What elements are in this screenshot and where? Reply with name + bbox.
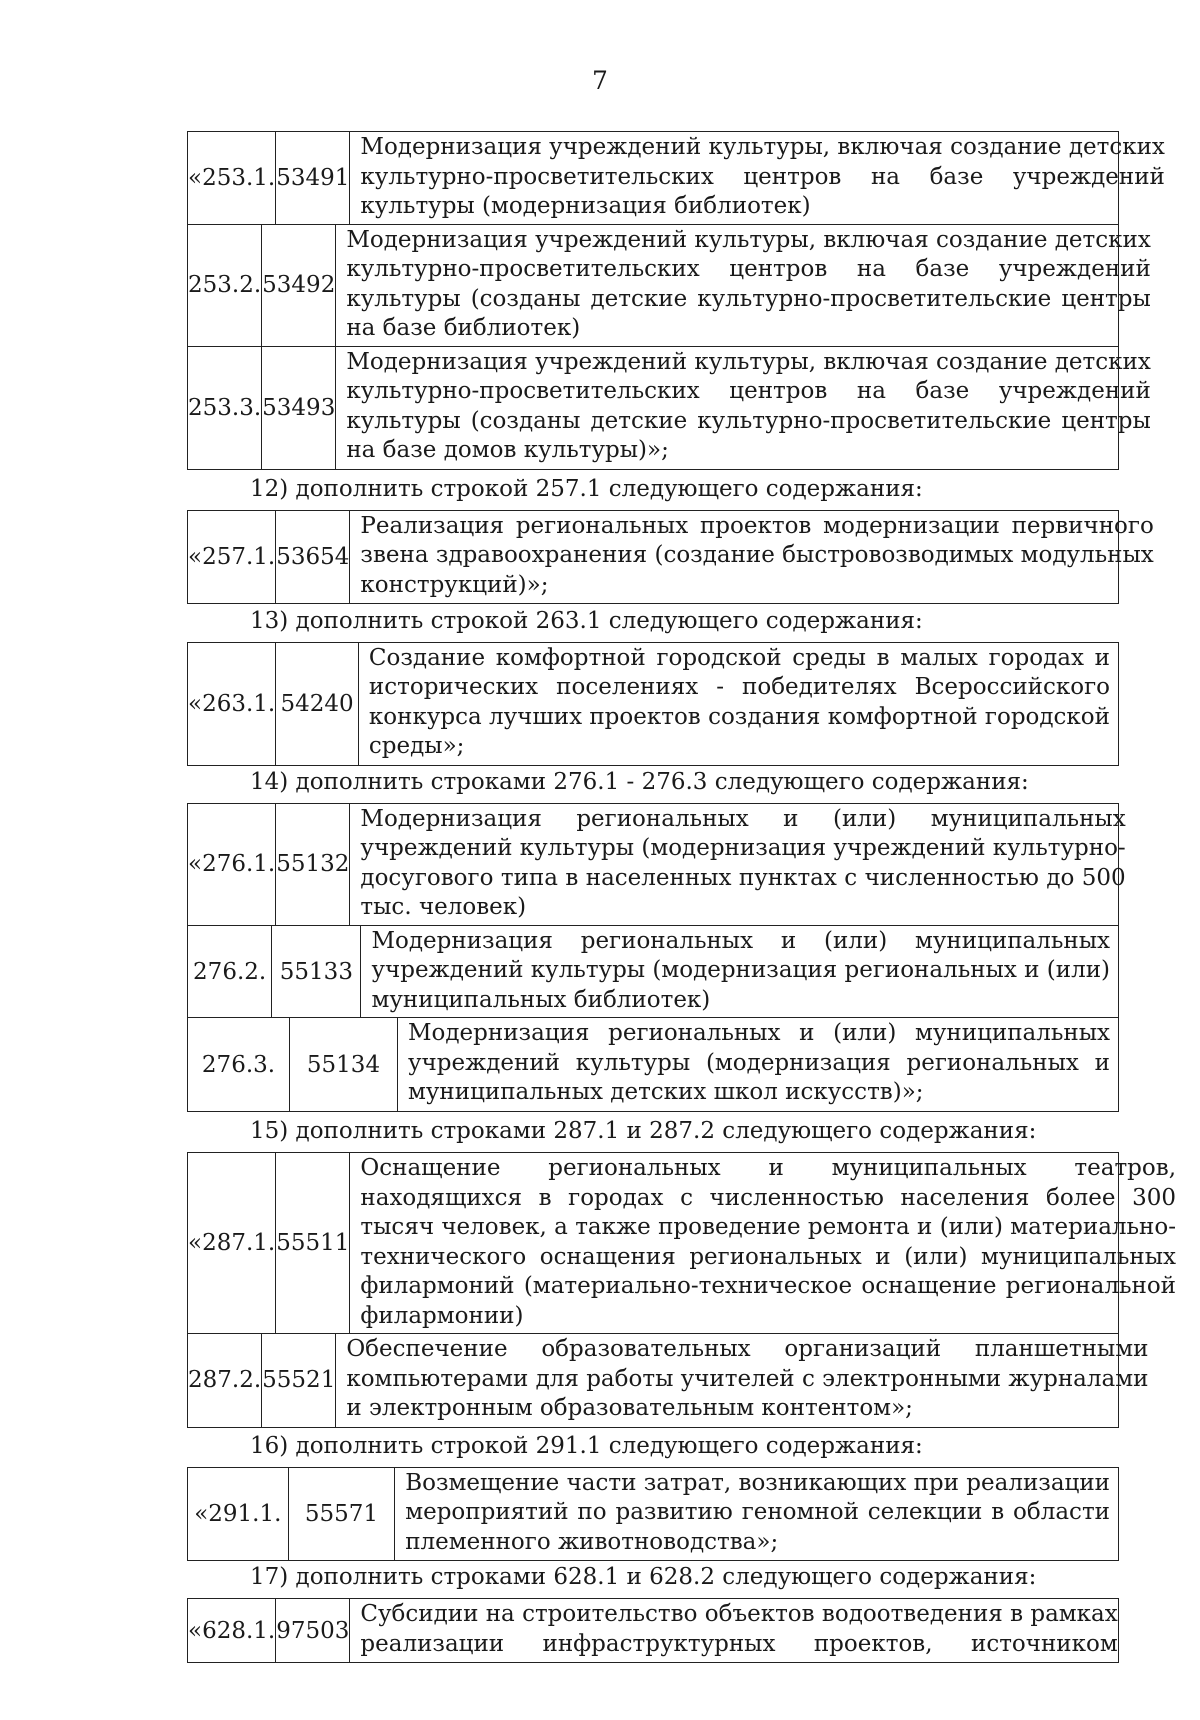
description-line: культуры (созданы детские культурно-просветительские центры <box>346 407 1151 434</box>
description-cell <box>398 1018 1118 1111</box>
description-line: культурно-просветительских центров на базе учреждений <box>346 256 1151 282</box>
row-number-cell: 253.2. <box>188 225 262 346</box>
row-number-cell: «291.1. <box>188 1468 289 1561</box>
description-line: тыс. человек) <box>360 894 527 921</box>
description-cell <box>336 1334 1156 1427</box>
table-row <box>188 347 1151 469</box>
description-cell <box>336 225 1158 346</box>
description-line: конкурса лучших проектов создания комфортной городской <box>368 703 1110 730</box>
amendment-table <box>187 1152 1177 1428</box>
row-number-cell: 253.3. <box>188 347 262 469</box>
description-cell <box>350 1153 1184 1333</box>
row-number-cell: 287.2. <box>188 1334 262 1427</box>
description-line: культуры (созданы детские культурно-просветительские центры <box>346 285 1151 312</box>
description-line: культурно-просветительских центров на базе учреждений <box>360 163 1165 190</box>
table-row <box>188 511 1154 604</box>
description-line: реализации инфраструктурных проектов, источником <box>360 1630 1118 1657</box>
description-line: и электронным образовательным контентом»; <box>346 1395 913 1422</box>
code-cell: 55511 <box>276 1153 350 1333</box>
description-line: технического оснащения региональных и (или) муниципальных <box>360 1243 1177 1270</box>
description-line: Модернизация региональных и (или) муниципальных <box>360 805 1126 832</box>
code-cell: 55521 <box>262 1334 336 1427</box>
table-row <box>188 1468 1118 1561</box>
code-cell: 55134 <box>290 1018 398 1111</box>
instruction-line: 15) дополнить строками 287.1 и 287.2 следующего содержания: <box>250 1118 1037 1145</box>
description-line: мероприятий по развитию геномной селекции в области <box>405 1499 1110 1525</box>
code-cell: 53492 <box>262 225 336 346</box>
description-line: конструкций)»; <box>360 571 549 598</box>
table-row <box>188 643 1118 765</box>
table-row <box>188 132 1165 225</box>
table-row <box>188 804 1126 926</box>
description-line: учреждений культуры (модернизация региональных и (или) <box>371 957 1110 984</box>
description-line: Обеспечение образовательных организаций планшетными <box>346 1336 1149 1363</box>
description-line: Возмещение части затрат, возникающих при реализации <box>405 1469 1110 1496</box>
description-line: культуры (модернизация библиотек) <box>360 193 811 219</box>
description-line: звена здравоохранения (создание быстровозводимых модульных <box>360 542 1154 569</box>
table-row <box>188 1599 1118 1662</box>
description-line: Модернизация учреждений культуры, включая создание детских <box>360 134 1165 160</box>
amendment-table <box>187 131 1165 470</box>
description-line: исторических поселениях - победителях Всероссийского <box>368 674 1110 701</box>
description-line: Оснащение региональных и муниципальных театров, <box>360 1155 1177 1182</box>
description-line: на базе библиотек) <box>346 315 581 341</box>
description-line: племенного животноводства»; <box>405 1528 779 1555</box>
row-number-cell: «287.1. <box>188 1153 276 1333</box>
instruction-line: 13) дополнить строкой 263.1 следующего содержания: <box>250 607 923 634</box>
description-line: Модернизация региональных и (или) муниципальных <box>371 927 1110 954</box>
table-row <box>188 926 1118 1019</box>
row-number-cell: 276.3. <box>188 1018 290 1111</box>
description-line: Субсидии на строительство объектов водоотведения в рамках <box>360 1601 1118 1628</box>
description-line: Модернизация учреждений культуры, включая создание детских <box>346 226 1151 253</box>
code-cell: 53493 <box>262 347 336 469</box>
description-line: филармонии) <box>360 1302 524 1329</box>
page-number: 7 <box>592 66 608 95</box>
instruction-line: 17) дополнить строками 628.1 и 628.2 следующего содержания: <box>250 1564 1037 1591</box>
instruction-line: 16) дополнить строкой 291.1 следующего содержания: <box>250 1432 923 1459</box>
description-cell <box>336 347 1158 469</box>
amendment-table <box>187 510 1154 605</box>
instruction-line: 14) дополнить строками 276.1 - 276.3 следующего содержания: <box>250 768 1029 795</box>
description-line: Модернизация учреждений культуры, включая создание детских <box>346 348 1151 375</box>
description-cell <box>361 926 1118 1018</box>
description-line: тысяч человек, а также проведение ремонта и (или) материально- <box>360 1214 1177 1241</box>
description-line: Реализация региональных проектов модернизации первичного <box>360 512 1154 539</box>
description-cell <box>350 804 1133 925</box>
description-line: находящихся в городах с численностью населения более 300 <box>360 1184 1177 1211</box>
description-line: на базе домов культуры)»; <box>346 437 669 463</box>
description-line: досугового типа в населенных пунктах с численностью до 500 <box>360 864 1126 891</box>
description-line: культурно-просветительских центров на базе учреждений <box>346 378 1151 404</box>
description-cell <box>350 132 1172 224</box>
amendment-table <box>187 1467 1119 1562</box>
row-number-cell: «276.1. <box>188 804 276 925</box>
row-number-cell: 276.2. <box>188 926 272 1018</box>
description-line: филармоний (материально-техническое оснащение региональной <box>360 1273 1177 1300</box>
description-line: муниципальных детских школ искусств)»; <box>408 1079 924 1106</box>
description-cell <box>359 643 1118 765</box>
row-number-cell: «628.1. <box>188 1599 276 1662</box>
row-number-cell: «263.1. <box>188 643 276 765</box>
instruction-line: 12) дополнить строкой 257.1 следующего содержания: <box>250 475 923 502</box>
code-cell: 53491 <box>276 132 350 224</box>
code-cell: 54240 <box>276 643 359 765</box>
code-cell: 55133 <box>272 926 361 1018</box>
description-line: учреждений культуры (модернизация учреждений культурно- <box>360 835 1126 862</box>
amendment-table <box>187 803 1126 1112</box>
table-row <box>188 1153 1177 1334</box>
code-cell: 55132 <box>276 804 350 925</box>
row-number-cell: «253.1. <box>188 132 276 224</box>
code-cell: 53654 <box>276 511 350 604</box>
amendment-table <box>187 1598 1119 1663</box>
table-row <box>188 225 1151 347</box>
code-cell: 97503 <box>276 1599 350 1662</box>
description-cell <box>350 1599 1125 1662</box>
description-line: муниципальных библиотек) <box>371 986 711 1013</box>
table-row <box>188 1334 1149 1427</box>
description-cell <box>395 1468 1118 1561</box>
description-cell <box>350 511 1161 604</box>
amendment-table <box>187 642 1119 766</box>
description-line: среды»; <box>368 733 465 760</box>
table-row <box>188 1018 1118 1111</box>
description-line: Модернизация региональных и (или) муниципальных <box>408 1020 1110 1047</box>
description-line: компьютерами для работы учителей с электронными журналами <box>346 1365 1149 1392</box>
description-line: Создание комфортной городской среды в малых городах и <box>368 644 1110 671</box>
description-line: учреждений культуры (модернизация региональных и <box>408 1049 1110 1076</box>
row-number-cell: «257.1. <box>188 511 276 604</box>
code-cell: 55571 <box>289 1468 396 1561</box>
